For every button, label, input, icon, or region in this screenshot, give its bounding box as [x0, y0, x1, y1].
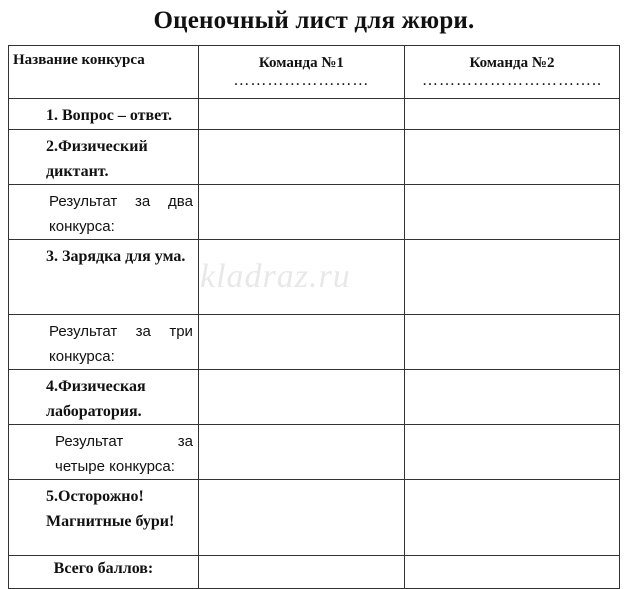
score-cell-team-1[interactable] [198, 315, 404, 370]
header-team-2 [404, 46, 619, 99]
score-cell-team-2[interactable] [404, 185, 619, 240]
table-row [9, 370, 620, 425]
row-label: Результат за два конкурса: [9, 185, 199, 240]
row-label: Результат за три конкурса: [9, 315, 199, 370]
table-header-row [9, 46, 620, 99]
table-row [9, 99, 620, 130]
table-row [9, 315, 620, 370]
table-row [9, 240, 620, 315]
score-cell-team-2[interactable] [404, 425, 619, 480]
score-cell-team-1[interactable] [198, 185, 404, 240]
row-label: 1. Вопрос – ответ. [9, 99, 199, 130]
header-team-1 [198, 46, 404, 99]
row-label: 4.Физическая лаборатория. [9, 370, 199, 425]
table-row [9, 130, 620, 185]
total-cell-team-1[interactable] [198, 556, 404, 589]
score-cell-team-2[interactable] [404, 480, 619, 556]
score-cell-team-1[interactable] [198, 99, 404, 130]
header-team-1-dots: …………………… [233, 72, 370, 89]
header-team-1-label: Команда №1 [258, 55, 344, 71]
score-cell-team-2[interactable] [404, 315, 619, 370]
score-cell-team-1[interactable] [198, 480, 404, 556]
jury-score-table [8, 45, 620, 589]
score-cell-team-1[interactable] [198, 240, 404, 315]
table-row [9, 185, 620, 240]
total-label: Всего баллов: [9, 556, 199, 589]
table-row [9, 425, 620, 480]
row-label: 3. Зарядка для ума. [9, 240, 199, 315]
score-cell-team-2[interactable] [404, 240, 619, 315]
header-team-2-label: Команда №2 [469, 55, 555, 71]
header-contest-name: Название конкурса [9, 46, 199, 99]
row-label: 2.Физический диктант. [9, 130, 199, 185]
table-row [9, 480, 620, 556]
row-label: 5.Осторожно! Магнитные бури! [9, 480, 199, 556]
header-team-2-dots: ………………………….. [421, 72, 602, 89]
score-cell-team-2[interactable] [404, 130, 619, 185]
score-cell-team-1[interactable] [198, 130, 404, 185]
row-label: Результат за четыре конкурса: [9, 425, 199, 480]
score-cell-team-2[interactable] [404, 99, 619, 130]
score-cell-team-1[interactable] [198, 425, 404, 480]
score-cell-team-2[interactable] [404, 370, 619, 425]
page-title: Оценочный лист для жюри. [153, 7, 475, 34]
total-cell-team-2[interactable] [404, 556, 619, 589]
score-cell-team-1[interactable] [198, 370, 404, 425]
watermark: kladraz.ru [200, 258, 351, 295]
table-total-row [9, 556, 620, 589]
